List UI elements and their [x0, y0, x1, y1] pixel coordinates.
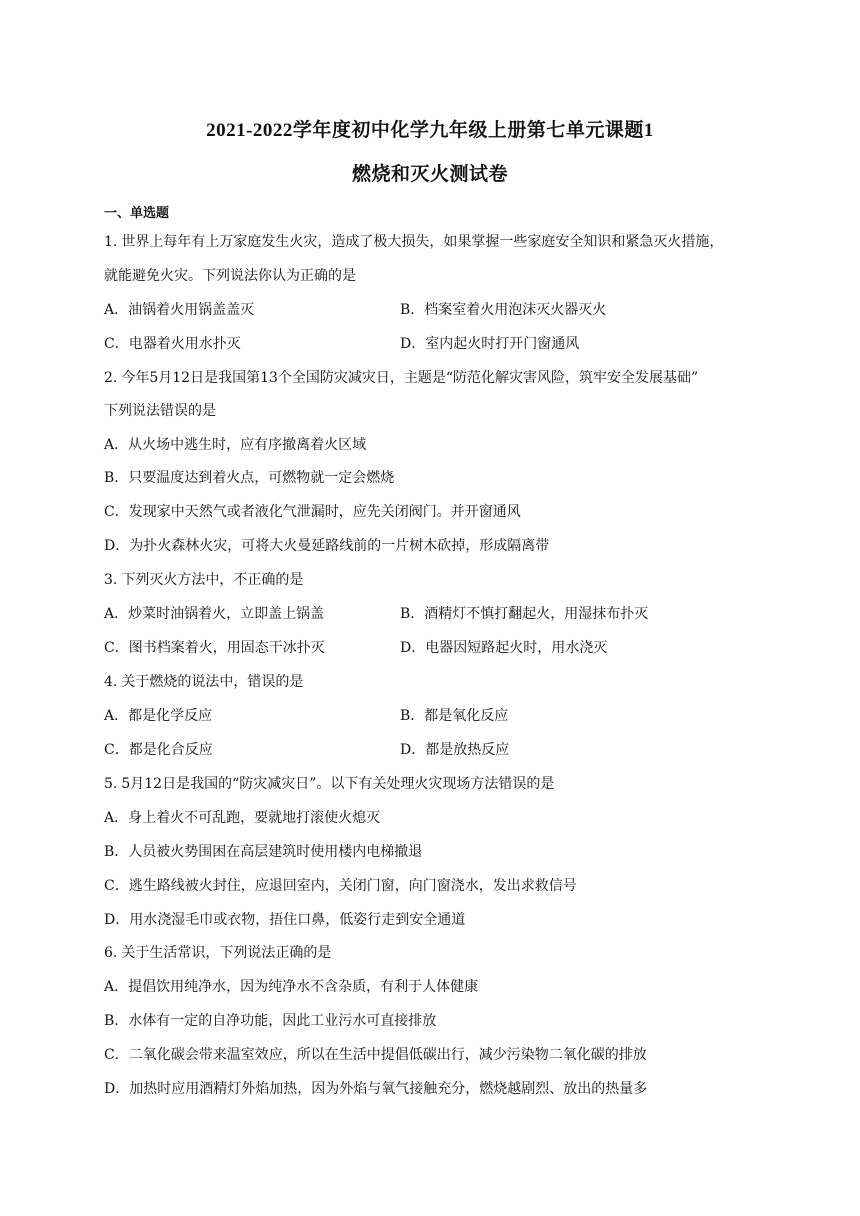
option-b: B．档案室着火用泡沫灭火器灭火 — [400, 302, 607, 318]
option-c: C．都是化合反应 — [104, 742, 213, 758]
option-a: A．提倡饮用纯净水，因为纯净水不含杂质，有利于人体健康 — [104, 979, 479, 995]
document-title: 2021-2022学年度初中化学九年级上册第七单元课题1 — [206, 120, 654, 141]
option-c: C．二氧化碳会带来温室效应，所以在生活中提倡低碳出行，减少污染物二氧化碳的排放 — [104, 1047, 647, 1063]
question-stem — [104, 232, 723, 252]
option-c: C．逃生路线被火封住，应退回室内，关闭门窗，向门窗浇水，发出求救信号 — [104, 878, 577, 894]
question-text: 关于燃烧的说法中，错误的是 — [121, 674, 304, 690]
question-text: 世界上每年有上万家庭发生火灾，造成了极大损失，如果掌握一些家庭安全知识和紧急灭火措施， — [121, 234, 724, 250]
question-stem — [104, 368, 698, 388]
question-number: 2. — [104, 370, 118, 386]
option-d: D．为扑火森林火灾，可将大火曼延路线前的一片树木砍掉，形成隔离带 — [104, 538, 550, 554]
option-d: D．加热时应用酒精灯外焰加热，因为外焰与氧气接触充分，燃烧越剧烈、放出的热量多 — [104, 1081, 648, 1097]
option-b: B．人员被火势围困在高层建筑时使用楼内电梯撤退 — [104, 844, 423, 860]
question-text: 下列灭火方法中，不正确的是 — [121, 572, 304, 588]
option-a: A．都是化学反应 — [104, 708, 213, 724]
option-a: A．油锅着火用锅盖盖灭 — [104, 302, 255, 318]
option-a: A．身上着火不可乱跑，要就地打滚使火熄灭 — [104, 810, 381, 826]
question-stem — [104, 943, 331, 963]
question-stem — [104, 570, 303, 590]
question-text: 5月12日是我国的“防灾减灾日”。以下有关处理火灾现场方法错误的是 — [121, 776, 555, 792]
question-number: 6. — [104, 945, 118, 961]
option-a: A．炒菜时油锅着火，立即盖上锅盖 — [104, 606, 325, 622]
option-d: D．电器因短路起火时，用水浇灭 — [400, 640, 608, 656]
question-text: 关于生活常识，下列说法正确的是 — [121, 945, 332, 961]
option-b: B．都是氧化反应 — [400, 708, 509, 724]
option-c: C．电器着火用水扑灭 — [104, 336, 241, 352]
option-d: D．用水浇湿毛巾或衣物，捂住口鼻，低姿行走到安全通道 — [104, 912, 466, 928]
question-text-continued: 就能避免火灾。下列说法你认为正确的是 — [104, 268, 356, 284]
question-number: 3. — [104, 572, 118, 588]
question-stem — [104, 672, 303, 692]
document-subtitle: 燃烧和灭火测试卷 — [351, 164, 508, 185]
option-c: C．发现家中天然气或者液化气泄漏时，应先关闭阀门。并开窗通风 — [104, 504, 521, 520]
question-number: 5. — [104, 776, 118, 792]
option-b: B．只要温度达到着火点，可燃物就一定会燃烧 — [104, 470, 395, 486]
section-heading: 一、单选题 — [104, 206, 170, 221]
question-text: 今年5月12日是我国第13个全国防灾减灾日，主题是“防范化解灾害风险，筑牢安全发展基础” — [121, 370, 699, 386]
question-stem — [104, 774, 554, 794]
option-b: B．水体有一定的自净功能，因此工业污水可直接排放 — [104, 1013, 437, 1029]
option-c: C．图书档案着火，用固态干冰扑灭 — [104, 640, 325, 656]
option-b: B．酒精灯不慎打翻起火，用湿抹布扑灭 — [400, 606, 649, 622]
question-number: 1. — [104, 234, 118, 250]
question-text-continued: 下列说法错误的是 — [104, 403, 216, 419]
option-d: D．都是放热反应 — [400, 742, 510, 758]
question-number: 4. — [104, 674, 118, 690]
option-a: A．从火场中逃生时，应有序撤离着火区域 — [104, 437, 367, 453]
option-d: D．室内起火时打开门窗通风 — [400, 336, 580, 352]
